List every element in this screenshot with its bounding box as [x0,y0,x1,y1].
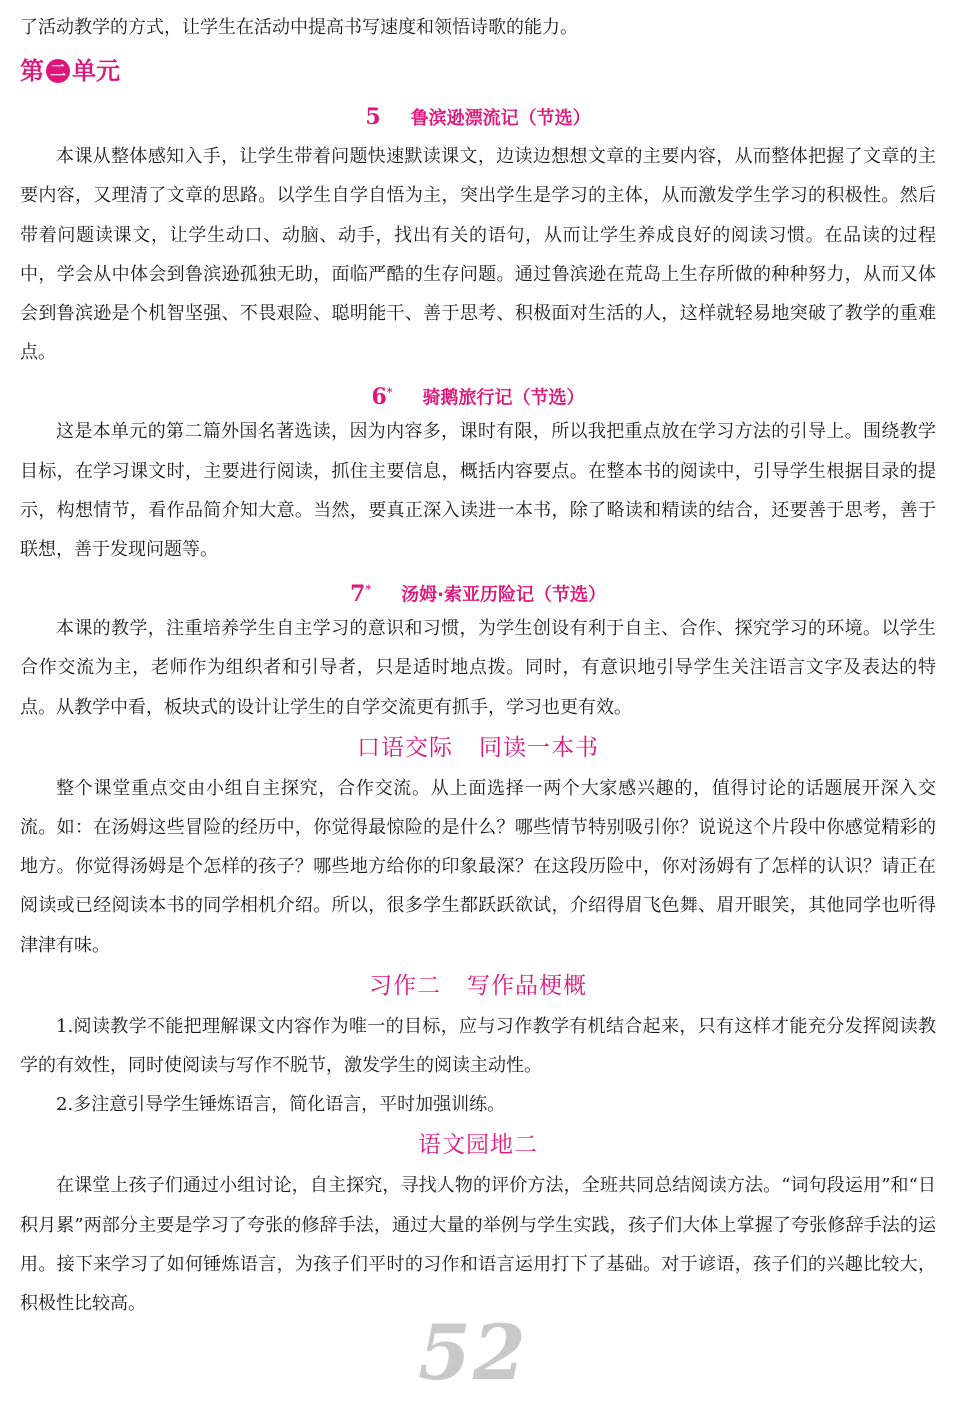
lesson-5-heading [20,97,936,137]
unit-heading-suffix: 单元 [72,57,120,86]
unit-heading [20,53,936,89]
unit-heading-prefix: 第 [20,57,44,86]
unit-number-circle: 二 [46,59,70,83]
lesson-7-paragraph: 本课的教学，注重培养学生自主学习的意识和习惯，为学生创设有利于自主、合作、探究学习的环境。以学生合作交流为主，老师作为组织者和引导者，只是适时地点拨。同时，有意识地引导学生关注语言文字及表达的特点。从教学中看，板块式的设计让学生的自学交流更有抓手，学习也更有效。 [20,618,936,718]
lesson-6-paragraph: 这是本单元的第二篇外国名著选读，因为内容多，课时有限，所以我把重点放在学习方法的引导上。围绕教学目标，在学习课文时，主要进行阅读，抓住主要信息，概括内容要点。在整本书的阅读中，引导学生根据目录的提示，构想情节，看作品简介知大意。当然，要真正深入读进一本书，除了略读和精读的结合，还要善于思考，善于联想，善于发现问题等。 [20,421,936,561]
garden-paragraph: 在课堂上孩子们通过小组讨论，自主探究，寻找人物的评价方法，全班共同总结阅读方法。“词句段运用”和“日积月累”两部分主要是学习了夸张的修辞手法，通过大量的举例与学生实践，孩子们大体上掌握了夸张修辞手法的运用。接下来学习了如何锤炼语言，为孩子们平时的习作和语言运用打下了基础。对于谚语，孩子们的兴趣比较大，积极性比较高。 [20,1175,936,1315]
writing-item-2: 2.多注意引导学生锤炼语言，简化语言，平时加强训练。 [56,1094,506,1116]
lesson-5-number: 5 [365,104,381,131]
writing-item-1: 1.阅读教学不能把理解课文内容作为唯一的目标，应与习作教学有机结合起来，只有这样才能充分发挥阅读教学的有效性，同时使阅读与写作不脱节，激发学生的阅读主动性。 [20,1015,936,1077]
oral-heading-b: 同读一本书 [479,734,599,761]
oral-heading [20,727,936,769]
writing-heading-b: 写作品梗概 [467,972,587,999]
intro-paragraph-tail: 了活动教学的方式，让学生在活动中提高书写速度和领悟诗歌的能力。 [20,17,578,38]
lesson-6-title: 骑鹅旅行记（节选） [422,387,585,409]
lesson-6-heading [20,372,936,412]
lesson-6-number: 6* [371,383,393,410]
garden-heading: 语文园地二 [418,1132,538,1159]
lesson-6-star: * [386,385,393,399]
writing-heading-a: 习作二 [369,972,441,999]
lesson-5-title: 鲁滨逊漂流记（节选） [410,108,591,130]
oral-paragraph: 整个课堂重点交由小组自主探究，合作交流。从上面选择一两个大家感兴趣的，值得讨论的话题展开深入交流。如：在汤姆这些冒险的经历中，你觉得最惊险的是什么？哪些情节特别吸引你？说说这个片段中你感觉精彩的地方。你觉得汤姆是个怎样的孩子？哪些地方给你的印象最深？在这段历险中，你对汤姆有了怎样的认识？请正在阅读或已经阅读本书的同学相机介绍。所以，很多学生都跃跃欲试，介绍得眉飞色舞、眉开眼笑，其他同学也听得津津有味。 [20,777,936,956]
writing-heading [20,965,936,1007]
lesson-7-number: 7* [350,580,372,607]
lesson-7-heading [20,569,936,609]
page-number: 52 [418,1308,528,1397]
lesson-7-star: * [365,582,372,596]
lesson-7-title: 汤姆·索亚历险记（节选） [401,584,606,606]
document-page [20,8,936,1323]
lesson-5-paragraph: 本课从整体感知入手，让学生带着问题快速默读课文，边读边想想文章的主要内容，从而整体把握了文章的主要内容，又理清了文章的思路。以学生自学自悟为主，突出学生是学习的主体，从而激发学生学习的积极性。然后带着问题读课文，让学生动口、动脑、动手，找出有关的语句，从而让学生养成良好的阅读习惯。在品读的过程中，学会从中体会到鲁滨逊孤独无助，面临严酷的生存问题。通过鲁滨逊在荒岛上生存所做的种种努力，从而又体会到鲁滨逊是个机智坚强、不畏艰险、聪明能干、善于思考、积极面对生活的人，这样就轻易地突破了教学的重难点。 [20,146,936,364]
oral-heading-a: 口语交际 [357,734,453,761]
